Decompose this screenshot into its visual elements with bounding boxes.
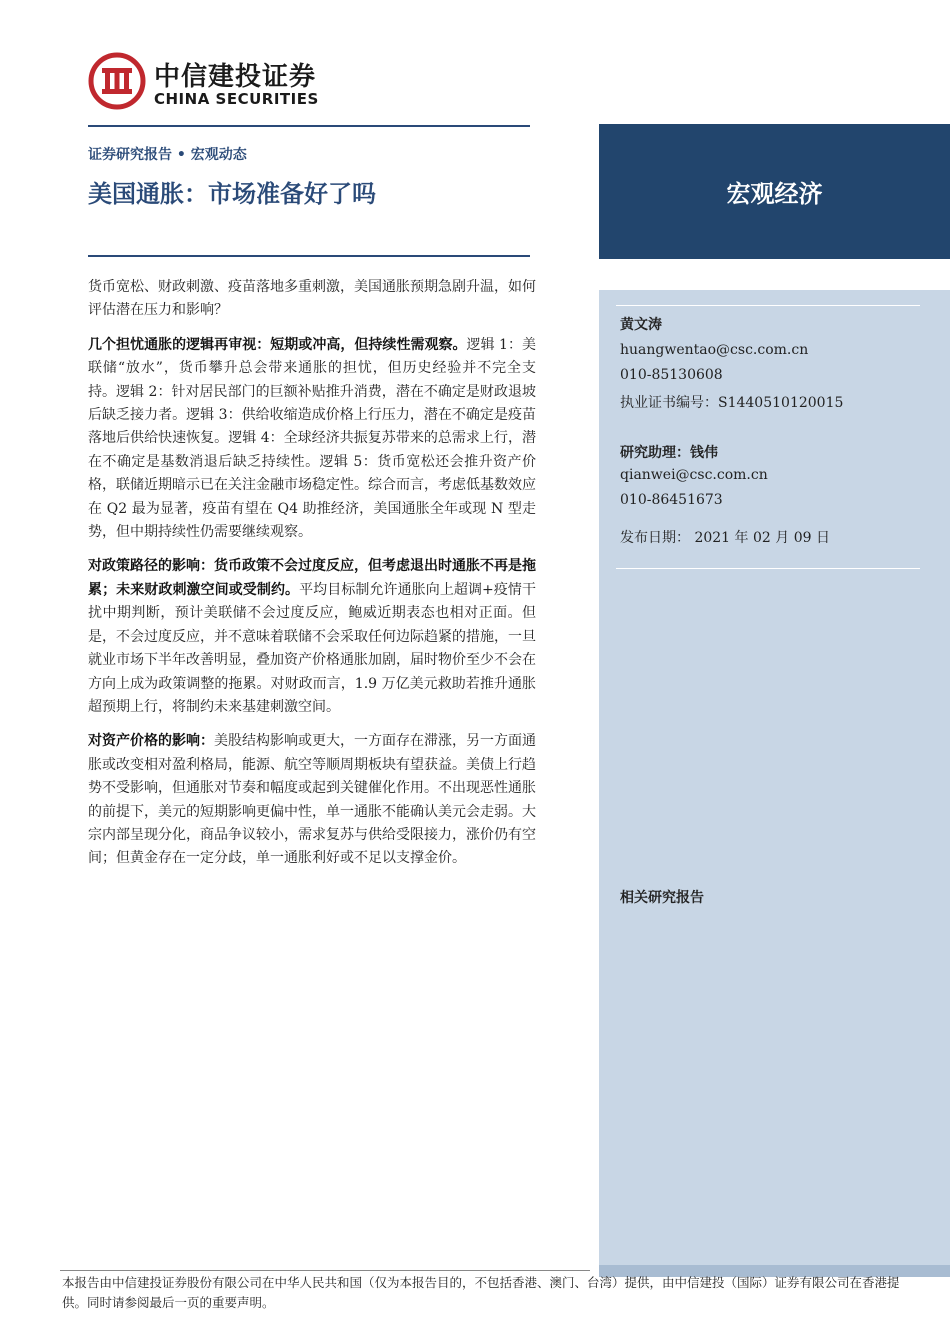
citic-logo-icon xyxy=(88,52,146,110)
publish-date: 发布日期： 2021 年 02 月 09 日 xyxy=(620,530,830,546)
paragraph-text: 逻辑 1：美联储“放水”，货币攀升总会带来通胀的担忧，但历史经验并不完全支持。逻辑 2：针对居民部门的巨额补贴推升消费，潜在不确定是财政退坡后缺乏接力者。逻辑 3：供给收缩造成价格上行压力，潜在不确定是疫苗落地后供给快速恢复。逻辑 4：全球经济共振复苏带来的总需求上行，潜在不确定是基数消退后缺乏持续性。逻辑 5：货币宽松还会推升资产价格，联储近期暗示已在关注金融市场稳定性。综合而言，考虑低基数效应在 Q2 最为显著，疫苗有望在 Q4 助推经济，美国通胀全年或现 N 型走势，但中期持续性仍需要继续观察。 xyxy=(88,336,537,541)
body-paragraph xyxy=(88,334,536,545)
report-title: 美国通胀：市场准备好了吗 xyxy=(88,180,376,208)
paragraph-lead: 对资产价格的影响： xyxy=(88,733,214,750)
assistant-name: 研究助理：钱伟 xyxy=(620,445,718,461)
paragraph-text: 美股结构影响或更大，一方面存在滞涨，另一方面通胀或改变相对盈利格局，能源、航空等顺周期板块有望获益。美债上行趋势不受影响，但通胀对节奏和幅度或起到关键催化作用。不出现恶性通胀的前提下，美元的短期影响更偏中性，单一通胀不能确认美元会走弱。大宗内部呈现分化，商品争议较小，需求复苏与供给受限接力，涨价仍有空间；但黄金存在一定分歧，单一通胀利好或不足以支撑金价。 xyxy=(88,733,536,867)
report-series: 证券研究报告 • 宏观动态 xyxy=(88,147,247,163)
analyst-phone: 010-85130608 xyxy=(620,367,723,383)
brand-name-cn: 中信建投证券 xyxy=(154,62,317,92)
body-paragraph xyxy=(88,555,536,719)
brand-logo xyxy=(88,52,348,114)
analyst-email[interactable]: huangwentao@csc.com.cn xyxy=(620,342,809,358)
related-reports-heading: 相关研究报告 xyxy=(620,890,704,906)
brand-name-en: CHINA SECURITIES xyxy=(154,90,319,108)
body-paragraph xyxy=(88,730,536,870)
paragraph-text: 平均目标制允许通胀向上超调+疫情干扰中期判断，预计美联储不会过度反应，鲍威近期表态也相对正面。但是，不会过度反应，并不意味着联储不会采取任何边际趋紧的措施，一旦就业市场下半年改善明显，叠加资产价格通胀加剧，届时物价至少不会在方向上成为政策调整的拖累。对财政而言，1.9 万亿美元救助若推升通胀超预期上行，将制约未来基建刺激空间。 xyxy=(88,581,537,715)
header-rule-top xyxy=(88,125,530,127)
paragraph-lead: 对政策路径的影响：货币政策不会过度反应，但考虑退出时通胀不再是拖累；未来财政刺激空间或受制约。 xyxy=(88,558,536,598)
analyst-name: 黄文涛 xyxy=(620,317,662,333)
sidebar-divider xyxy=(616,568,920,569)
intro-paragraph: 货币宽松、财政刺激、疫苗落地多重刺激，美国通胀预期急剧升温，如何评估潜在压力和影响？ xyxy=(88,279,536,319)
analyst-license: 执业证书编号：S1440510120015 xyxy=(620,395,844,411)
footer-disclaimer: 本报告由中信建投证券股份有限公司在中华人民共和国（仅为本报告目的，不包括香港、澳门、台湾）提供，由中信建投（国际）证券有限公司在香港提供。同时请参阅最后一页的重要声明。 xyxy=(62,1275,900,1310)
report-body xyxy=(88,276,536,882)
sidebar-divider xyxy=(616,305,920,306)
paragraph-lead: 几个担忧通胀的逻辑再审视：短期或冲高，但持续性需观察。 xyxy=(88,336,467,353)
sector-label: 宏观经济 xyxy=(599,124,950,259)
assistant-email[interactable]: qianwei@csc.com.cn xyxy=(620,467,768,483)
assistant-phone: 010-86451673 xyxy=(620,492,723,508)
footer-rule xyxy=(60,1270,590,1271)
header-rule-bottom xyxy=(88,255,530,257)
sidebar-panel xyxy=(599,290,950,1265)
